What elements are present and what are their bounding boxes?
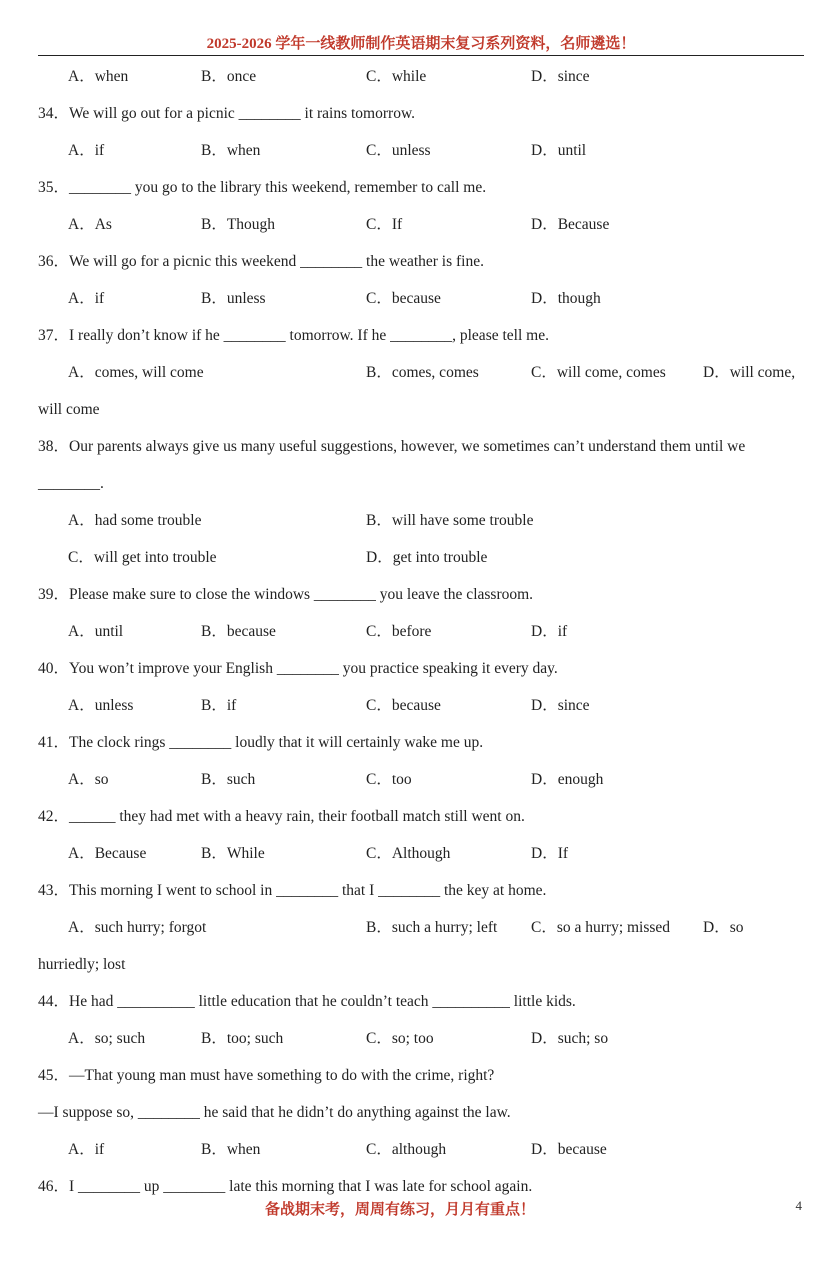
question-line: 46．I ________ up ________ late this morning that I was late for school again. xyxy=(38,1178,533,1195)
answer-option: C．will come, comes xyxy=(531,364,666,381)
question-line: 40．You won’t improve your English ________ you practice speaking it every day. xyxy=(38,660,558,677)
answer-option: B．Though xyxy=(201,216,276,233)
answer-option: B．once xyxy=(201,68,257,85)
answer-option: B．unless xyxy=(201,290,266,307)
answer-option: D．until xyxy=(531,142,587,159)
answer-option: A．if xyxy=(68,142,105,159)
page-footer-slogan: 备战期末考，周周有练习，月月有重点！ xyxy=(264,1202,535,1218)
answer-option: B．While xyxy=(201,845,265,862)
answer-option: B．when xyxy=(201,142,261,159)
answer-option: D．since xyxy=(531,697,590,714)
answer-option: C．will get into trouble xyxy=(68,549,217,566)
question-line: —I suppose so, ________ he said that he didn’t do anything against the law. xyxy=(38,1104,511,1121)
answer-option: A．so; such xyxy=(68,1030,146,1047)
answer-option: A．had some trouble xyxy=(68,512,202,529)
options-row xyxy=(38,1131,808,1168)
answer-option: C．unless xyxy=(366,142,431,159)
question-list xyxy=(38,58,808,1205)
answer-option: D．because xyxy=(531,1141,607,1158)
answer-option: A．unless xyxy=(68,697,134,714)
answer-option: B．such a hurry; left xyxy=(366,919,498,936)
question-line: 44．He had __________ little education that he couldn’t teach __________ little kids. xyxy=(38,993,576,1010)
answer-option: D．get into trouble xyxy=(366,549,488,566)
options-row xyxy=(38,539,808,576)
options-row xyxy=(38,132,808,169)
answer-option: C．while xyxy=(366,68,427,85)
answer-option: C．Although xyxy=(366,845,451,862)
options-row xyxy=(38,206,808,243)
question-line: 42．______ they had met with a heavy rain, their football match still went on. xyxy=(38,808,525,825)
answer-option: C．because xyxy=(366,290,441,307)
answer-option: D．Because xyxy=(531,216,610,233)
options-row xyxy=(38,1020,808,1057)
answer-option: D．if xyxy=(531,623,568,640)
answer-option: D．enough xyxy=(531,771,604,788)
answer-option: B．when xyxy=(201,1141,261,1158)
question-line: 34．We will go out for a picnic ________ it rains tomorrow. xyxy=(38,105,416,122)
option-continuation: hurriedly; lost xyxy=(38,956,126,973)
page-number: 4 xyxy=(795,1198,802,1213)
question-line: 43．This morning I went to school in ________ that I ________ the key at home. xyxy=(38,882,547,899)
question-line: 41．The clock rings ________ loudly that it will certainly wake me up. xyxy=(38,734,484,751)
question-line: 35．________ you go to the library this weekend, remember to call me. xyxy=(38,179,487,196)
answer-option: A．such hurry; forgot xyxy=(68,919,207,936)
answer-option: C．If xyxy=(366,216,403,233)
options-row xyxy=(38,502,808,539)
answer-option: C．before xyxy=(366,623,432,640)
answer-option: B．too; such xyxy=(201,1030,284,1047)
answer-option: A．if xyxy=(68,1141,105,1158)
answer-option: B．such xyxy=(201,771,256,788)
answer-option: A．if xyxy=(68,290,105,307)
answer-option: C．although xyxy=(366,1141,447,1158)
options-row xyxy=(38,761,808,798)
answer-option: D．If xyxy=(531,845,569,862)
options-row xyxy=(38,909,808,946)
answer-option: A．As xyxy=(68,216,112,233)
answer-option: C．too xyxy=(366,771,412,788)
answer-option: B．because xyxy=(201,623,276,640)
question-line: ________. xyxy=(38,475,104,492)
question-line: 45．—That young man must have something to do with the crime, right? xyxy=(38,1067,495,1084)
options-row xyxy=(38,613,808,650)
option-continuation: will come xyxy=(38,401,100,418)
options-row xyxy=(38,280,808,317)
answer-option: C．because xyxy=(366,697,441,714)
answer-option: D．though xyxy=(531,290,601,307)
question-line: 39．Please make sure to close the windows ________ you leave the classroom. xyxy=(38,586,534,603)
answer-option: A．when xyxy=(68,68,129,85)
answer-option: D．since xyxy=(531,68,590,85)
options-row xyxy=(38,687,808,724)
answer-option: B．comes, comes xyxy=(366,364,479,381)
answer-option: B．will have some trouble xyxy=(366,512,534,529)
question-line: 37．I really don’t know if he ________ tomorrow. If he ________, please tell me. xyxy=(38,327,549,344)
answer-option: A．comes, will come xyxy=(68,364,204,381)
header-divider xyxy=(38,55,804,56)
answer-option: D．will come, xyxy=(703,364,796,381)
answer-option: A．Because xyxy=(68,845,147,862)
answer-option: D．so xyxy=(703,919,744,936)
question-line: 36．We will go for a picnic this weekend ________ the weather is fine. xyxy=(38,253,484,270)
answer-option: B．if xyxy=(201,697,237,714)
answer-option: D．such; so xyxy=(531,1030,609,1047)
answer-option: C．so a hurry; missed xyxy=(531,919,671,936)
answer-option: A．so xyxy=(68,771,109,788)
answer-option: C．so; too xyxy=(366,1030,434,1047)
answer-option: A．until xyxy=(68,623,124,640)
options-row xyxy=(38,58,808,95)
options-row xyxy=(38,835,808,872)
question-line: 38．Our parents always give us many useful suggestions, however, we sometimes can’t understand them until we xyxy=(38,438,746,455)
page-header-title: 2025-2026 学年一线教师制作英语期末复习系列资料，名师遴选！ xyxy=(206,36,636,52)
options-row xyxy=(38,354,808,391)
